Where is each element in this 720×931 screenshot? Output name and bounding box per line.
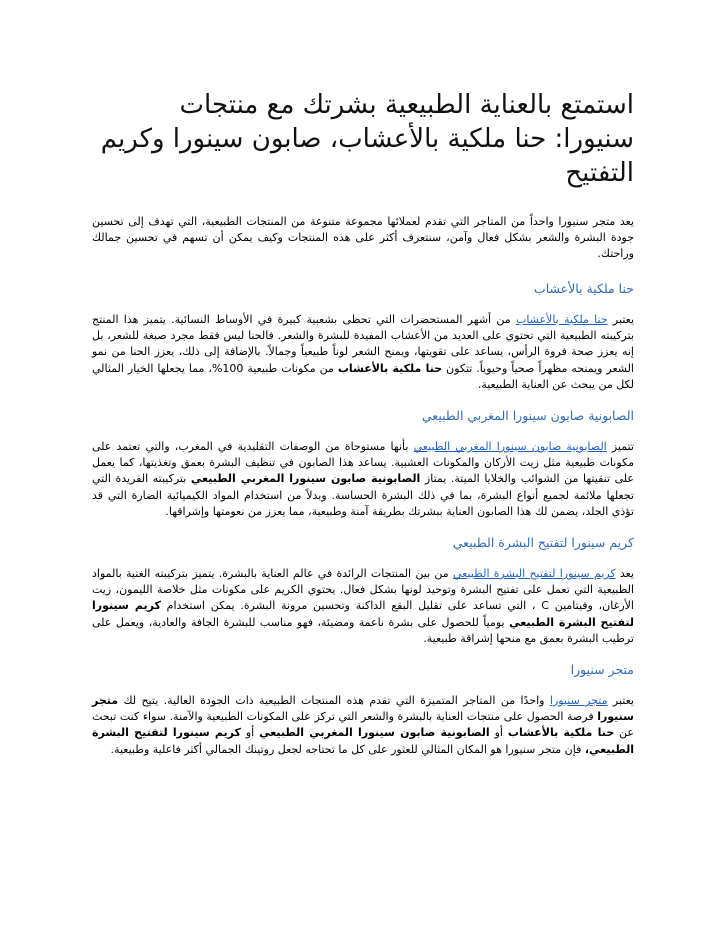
intro-paragraph: يعد متجر سنيورا واحداً من المتاجر التي تقدم لعملائها مجموعة متنوعة من المنتجات الطبيعية، التي تهدف إلى تحسين جودة البشرة والشعر بشكل فعال وآمن، سنتعرف أكثر على هذه المنتجات وكيف يمكن أن تسهم في تحسين جمالك وراحتك.: [92, 215, 634, 260]
section-paragraph-store: [92, 693, 634, 758]
text-run: يعتبر: [607, 313, 635, 326]
text-run: أو: [489, 726, 508, 740]
bold-text: كريم سينورا لتفتيح البشرة الطبيعي: [92, 599, 635, 629]
text-run: تتميز: [606, 440, 634, 454]
section-heading-store: متجر سنيورا: [570, 662, 634, 678]
text-run: يعتبر: [607, 694, 634, 708]
store-link[interactable]: متجر سنيورا: [549, 694, 608, 708]
text-run: من مكونات طبيعية 100%، مما يجعلها الخيار المثالي لكل من يبحث عن العناية الطبيعية.: [92, 361, 634, 391]
text-run: واحدًا من المتاجر المتميزة التي تقدم هذه المنتجات الطبيعية ذات الجودة العالية. يتيح لك: [118, 694, 550, 708]
text-run: من بين المنتجات الرائدة في عالم العناية بالبشرة. يتميز بتركيبته الغنية بالمواد الطبيعية التي تعمل على تفتيح البشرة وتوحيد لونها بشكل فعال. يحتوي الكريم على مكونات مثل خلاصة الليمون، زيت الأرغان، وفيتامين C ، التي تساعد على تقليل البقع الداكنة وتحسين مرونة البشرة. يمكن استخدام: [92, 567, 634, 613]
text-run: فرصة الحصول على منتجات العناية بالبشرة والشعر التي تركز على المكونات الطبيعية والآمنة. سواء كنت تبحث عن: [92, 710, 634, 740]
bold-text: حنا ملكية بالأعشاب: [337, 361, 443, 375]
text-run: يعد: [615, 567, 634, 581]
bold-text: الصابونية صابون سينورا المغربي الطبيعي: [259, 726, 490, 740]
section-heading-cream: كريم سينورا لتفتيح البشرة الطبيعي: [452, 535, 634, 551]
section-heading-soap: الصابونية صابون سينورا المغربي الطبيعي: [421, 408, 634, 424]
text-run: يومياً للحصول على بشرة ناعمة ومضيئة، فهو مناسب للبشرة الجافة والعادية، ويعمل على ترطيب البشرة بعمق مع منحها إشراقة طبيعية.: [92, 615, 634, 645]
page-title: استمتع بالعناية الطبيعية بشرتك مع منتجات سنيورا: حنا ملكية بالأعشاب، صابون سينورا وكريم التفتيح: [100, 90, 634, 188]
bold-text: حنا ملكية بالأعشاب: [507, 726, 615, 740]
section-paragraph-cream: [92, 566, 634, 647]
text-run: بأنها مستوحاة من الوصفات التقليدية في المغرب، والتي تعتمد على مكونات طبيعية مثل زيت الأركان والمكونات العشبية. يساعد هذا الصابون في تنظيف البشرة بعمق وتغذيتها، كما يعمل على تنقيتها من الشوائب والخلايا الميتة. يمتاز: [92, 440, 634, 486]
text-run: أو: [240, 726, 260, 740]
section-paragraph-soap: [92, 439, 634, 520]
soap-link[interactable]: الصابونية صابون سينورا المغربي الطبيعي: [413, 440, 607, 454]
henna-link[interactable]: حنا ملكية بالأعشاب: [515, 313, 608, 326]
section-paragraph-henna: [92, 312, 634, 393]
bold-text: الصابونية صابون سينورا المغربي الطبيعي: [190, 472, 421, 486]
bold-text: متجر سنيورا: [92, 694, 634, 724]
section-heading-henna: حنا ملكية بالأعشاب: [533, 281, 634, 296]
bold-text: كريم سينورا لتفتيح البشرة الطبيعي،: [92, 726, 634, 756]
cream-link[interactable]: كريم سينورا لتفتيح البشرة الطبيعي: [452, 567, 616, 581]
text-run: فإن متجر سنيورا هو المكان المثالي للعثور على كل ما تحتاجه لجعل روتينك الجمالي أكثر فاعلية وطبيعية.: [110, 742, 585, 756]
text-run: من أشهر المستحضرات التي تحظى بشعبية كبيرة في الأوساط النسائية. يتميز هذا المنتج بتركيبته الطبيعية التي تحتوي على العديد من الأعشاب المفيدة للبشرة والشعر. فالحنا ليس فقط مجرد صبغة للشعر، بل إنه يعزز صحة فروة الرأس، يساعد على تقويتها، ويمنح الشعر لوناً طبيعياً وجمالاً. بالإضافة إلى ذلك، يعزز الحنا من نمو الشعر ويمنحه مظهراً صحياً وحيوياً. تتكون: [92, 313, 634, 375]
text-run: بتركيبته الفريدة التي تجعلها ملائمة لجميع أنواع البشرة، بما في ذلك البشرة الحساسة. وبدلاً من استخدام المواد الكيميائية الضارة التي قد تؤذي الجلد، يضمن لك هذا الصابون العناية ببشرتك بطريقة آمنة وطبيعية، مما يعزز من نعومتها وإشراقها.: [92, 472, 634, 518]
